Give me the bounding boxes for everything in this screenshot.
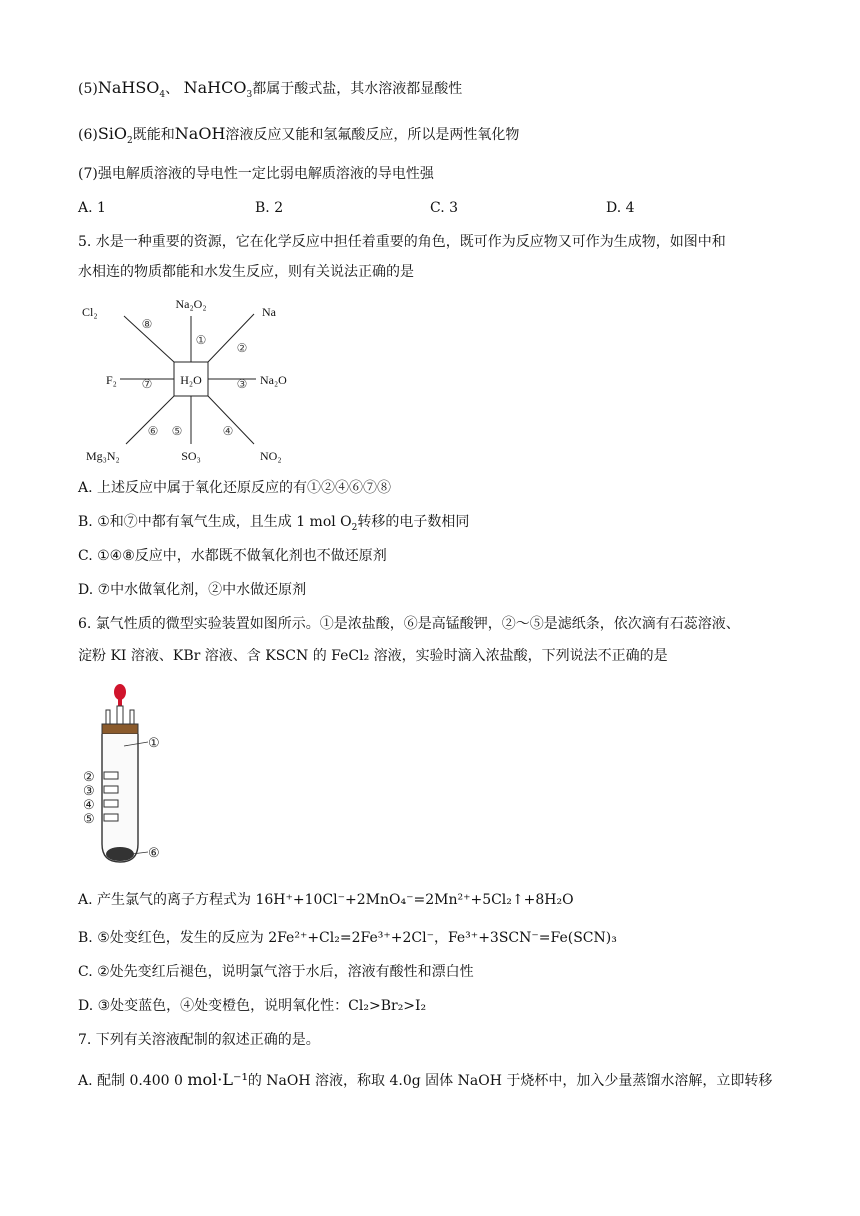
chlorine-apparatus-diagram	[80, 682, 170, 868]
strip-4	[104, 800, 118, 807]
q6-option-c: C. ②处先变红后褪色，说明氯气溶于水后，溶液有酸性和漂白性	[78, 964, 474, 980]
q5-stem-line1: 5. 水是一种重要的资源，它在化学反应中担任着重要的角色，既可作为反应物又可作为生成物，如图中和	[78, 234, 726, 250]
num-7: ⑦	[141, 377, 153, 391]
label-cl2: Cl₂	[82, 305, 98, 319]
label-na2o: Na₂O	[260, 373, 287, 387]
item6-text1: 既能和	[132, 127, 175, 143]
q5-option-b: B. ①和⑦中都有氧气生成，且生成 1 mol $O_2$转移的电子数相同	[78, 514, 470, 533]
label-4: ④	[83, 797, 95, 812]
label-6: ⑥	[148, 845, 160, 860]
center-h2o: H₂O	[180, 373, 202, 387]
num-2: ②	[236, 341, 248, 355]
q4-item6	[78, 124, 519, 151]
strip-5	[104, 814, 118, 821]
label-no2: NO₂	[260, 449, 282, 463]
dropper-bulb	[114, 684, 126, 700]
water-reaction-diagram	[80, 292, 310, 468]
item6-num: (6)	[78, 127, 98, 143]
item5-num: (5)	[78, 81, 98, 97]
label-3: ③	[83, 783, 95, 798]
label-mg3n2: Mg₃N₂	[86, 449, 120, 463]
q6-stem-line1: 6. 氯气性质的微型实验装置如图所示。①是浓盐酸，⑥是高锰酸钾，②～⑤是滤纸条，依次滴有石蕊溶液、	[78, 616, 740, 632]
num-1: ①	[195, 333, 207, 347]
q6-stem-line2: 淀粉 KI 溶液、KBr 溶液、含 KSCN 的 FeCl₂ 溶液，实验时滴入浓盐酸，下列说法不正确的是	[78, 648, 668, 664]
q7-stem: 7. 下列有关溶液配制的叙述正确的是。	[78, 1032, 320, 1048]
label-2: ②	[83, 769, 95, 784]
item6-text2: 溶液反应又能和氢氟酸反应，所以是两性氧化物	[225, 127, 520, 143]
strip-2	[104, 772, 118, 779]
q6-option-a: A. 产生氯气的离子方程式为 16H⁺+10Cl⁻+2MnO₄⁻=2Mn²⁺+5Cl₂↑+8H₂O	[78, 892, 574, 908]
label-f2: F₂	[106, 373, 117, 387]
q4-option-c: C. 3	[430, 200, 459, 216]
formula-nahso4: NaHSO$_4$	[97, 78, 166, 101]
q4-option-d: D. 4	[606, 200, 635, 216]
num-8: ⑧	[141, 317, 153, 331]
formula-naoh: NaOH	[174, 124, 226, 143]
q5-option-d: D. ⑦中水做氧化剂，②中水做还原剂	[78, 582, 307, 598]
label-na2o2: Na₂O₂	[175, 297, 207, 311]
q7-option-a: A. 配制 0.400 0 mol·L⁻¹的 NaOH 溶液，称取 4.0g 固体 NaOH 于烧杯中，加入少量蒸馏水溶解，立即转移	[78, 1070, 773, 1089]
q4-item5	[78, 78, 462, 105]
formula-nahco3: NaHCO$_3$	[183, 78, 253, 101]
label-na: Na	[262, 305, 276, 319]
formula-sio2: SiO$_2$	[97, 124, 133, 147]
test-tube	[102, 734, 138, 862]
label-1: ①	[148, 735, 160, 750]
unit-mol-per-l: mol·L⁻¹	[187, 1070, 248, 1089]
q6-option-d: D. ③处变蓝色，④处变橙色，说明氧化性：Cl₂>Br₂>I₂	[78, 998, 427, 1014]
q5-option-c: C. ①④⑧反应中，水都既不做氧化剂也不做还原剂	[78, 548, 387, 564]
strip-3	[104, 786, 118, 793]
q4-item7: (7)强电解质溶液的导电性一定比弱电解质溶液的导电性强	[78, 166, 434, 182]
q6-option-b: B. ⑤处变红色，发生的反应为 2Fe²⁺+Cl₂=2Fe³⁺+2Cl⁻，Fe³⁺+3SCN⁻=Fe(SCN)₃	[78, 930, 617, 946]
q5-stem-line2: 水相连的物质都能和水发生反应，则有关说法正确的是	[78, 264, 414, 280]
label-5: ⑤	[83, 811, 95, 826]
q5-option-a: A. 上述反应中属于氧化还原反应的有①②④⑥⑦⑧	[78, 480, 392, 496]
q4-option-a: A. 1	[78, 200, 106, 216]
label-so3: SO₃	[181, 449, 201, 463]
item5-text: 都属于酸式盐，其水溶液都显酸性	[252, 81, 463, 97]
num-3: ③	[236, 377, 248, 391]
num-5: ⑤	[171, 424, 183, 438]
num-4: ④	[222, 424, 234, 438]
kmno4-solid	[106, 847, 134, 861]
separator: 、	[165, 81, 180, 97]
q4-option-b: B. 2	[255, 200, 284, 216]
num-6: ⑥	[147, 424, 159, 438]
stopper	[102, 724, 138, 734]
